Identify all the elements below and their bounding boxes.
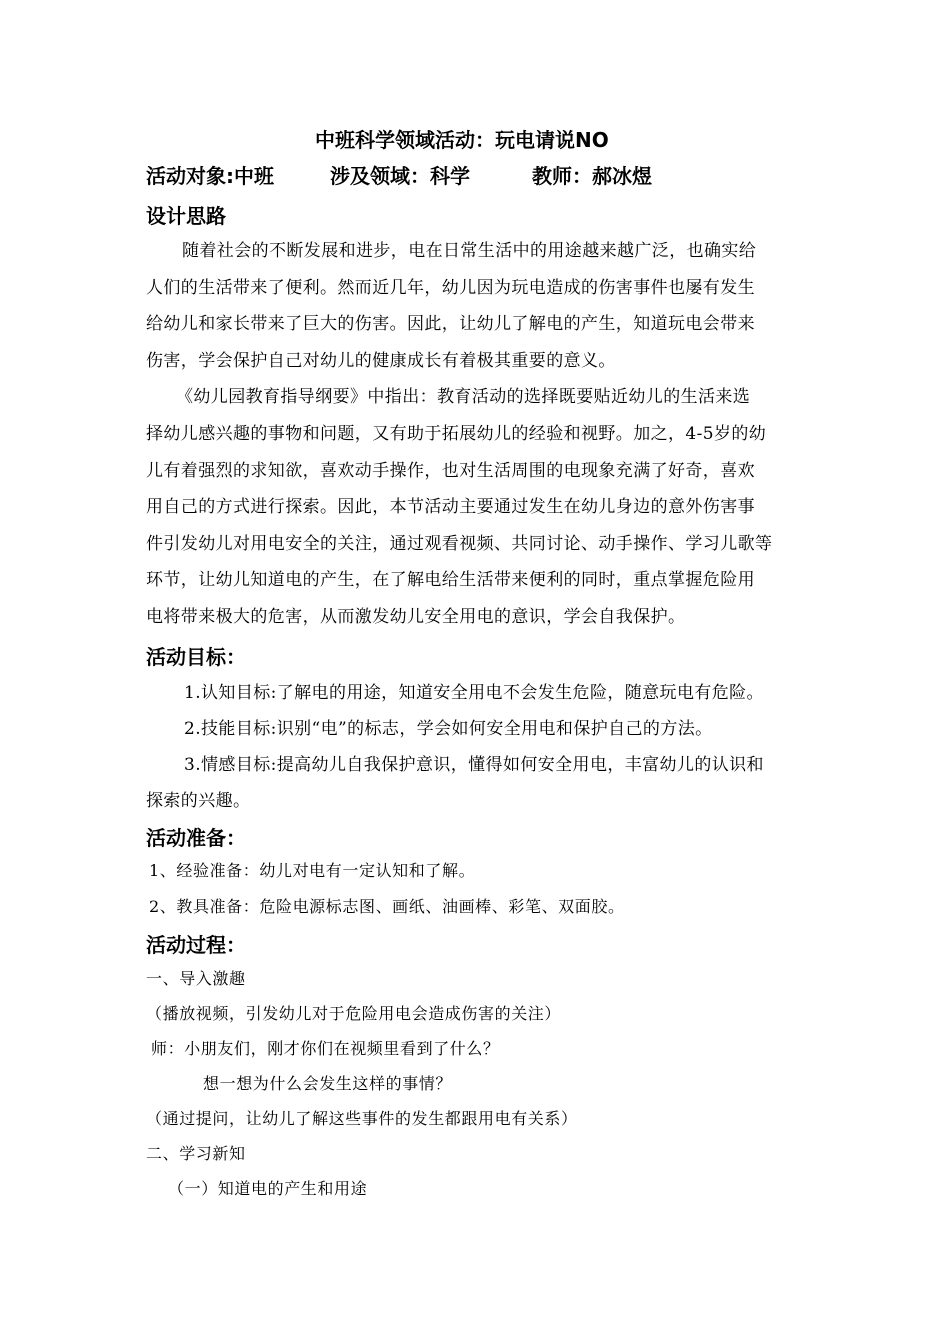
meta-target: 活动对象:中班 xyxy=(146,164,274,188)
goal-item: 1.认知目标:了解电的用途，知道安全用电不会发生危险，随意玩电有危险。 xyxy=(184,683,764,703)
section-heading-design: 设计思路 xyxy=(146,204,226,228)
prep-item: 1、经验准备：幼儿对电有一定认知和了解。 xyxy=(149,861,476,880)
paragraph-line: 环节，让幼儿知道电的产生，在了解电给生活带来便利的同时，重点掌握危险用 xyxy=(146,570,755,590)
process-line: （通过提问，让幼儿了解这些事件的发生都跟用电有关系） xyxy=(146,1109,578,1128)
paragraph-line: 随着社会的不断发展和进步，电在日常生活中的用途越来越广泛，也确实给 xyxy=(182,241,757,261)
prep-item: 2、教具准备：危险电源标志图、画纸、油画棒、彩笔、双面胶。 xyxy=(149,897,625,916)
section-heading-goals: 活动目标： xyxy=(146,645,246,669)
process-line: （一）知道电的产生和用途 xyxy=(168,1179,368,1198)
paragraph-line: 电将带来极大的危害，从而激发幼儿安全用电的意识，学会自我保护。 xyxy=(146,607,686,627)
paragraph-line: 《幼儿园教育指导纲要》中指出：教育活动的选择既要贴近幼儿的生活来选 xyxy=(176,387,751,407)
paragraph-line: 择幼儿感兴趣的事物和问题，又有助于拓展幼儿的经验和视野。加之，4-5岁的幼 xyxy=(146,424,767,444)
meta-teacher: 教师：郝冰煜 xyxy=(532,164,652,188)
process-line: （播放视频，引发幼儿对于危险用电会造成伤害的关注） xyxy=(146,1004,562,1023)
process-line: 二、学习新知 xyxy=(146,1144,246,1163)
process-line: 一、导入激趣 xyxy=(146,969,246,988)
section-heading-prep: 活动准备： xyxy=(146,826,246,850)
paragraph-line: 件引发幼儿对用电安全的关注，通过观看视频、共同讨论、动手操作、学习儿歌等 xyxy=(146,534,773,554)
paragraph-line: 用自己的方式进行探索。因此，本节活动主要通过发生在幼儿身边的意外伤害事 xyxy=(146,497,755,517)
paragraph-line: 伤害，学会保护自己对幼儿的健康成长有着极其重要的意义。 xyxy=(146,351,616,371)
page-title: 中班科学领域活动：玩电请说NO xyxy=(315,128,609,152)
process-line: 师：小朋友们，刚才你们在视频里看到了什么？ xyxy=(151,1039,500,1058)
section-heading-process: 活动过程： xyxy=(146,933,246,957)
process-line: 想一想为什么会发生这样的事情？ xyxy=(203,1074,453,1093)
paragraph-line: 人们的生活带来了便利。然而近几年，幼儿因为玩电造成的伤害事件也屡有发生 xyxy=(146,278,755,298)
goal-item: 3.情感目标:提高幼儿自我保护意识，懂得如何安全用电，丰富幼儿的认识和 xyxy=(184,755,764,775)
paragraph-line: 儿有着强烈的求知欲，喜欢动手操作，也对生活周围的电现象充满了好奇，喜欢 xyxy=(146,461,755,481)
goal-item: 2.技能目标:识别“电”的标志，学会如何安全用电和保护自己的方法。 xyxy=(184,719,713,739)
meta-field: 涉及领域：科学 xyxy=(330,164,470,188)
paragraph-line: 给幼儿和家长带来了巨大的伤害。因此，让幼儿了解电的产生，知道玩电会带来 xyxy=(146,314,755,334)
goal-item-continued: 探索的兴趣。 xyxy=(146,791,251,811)
